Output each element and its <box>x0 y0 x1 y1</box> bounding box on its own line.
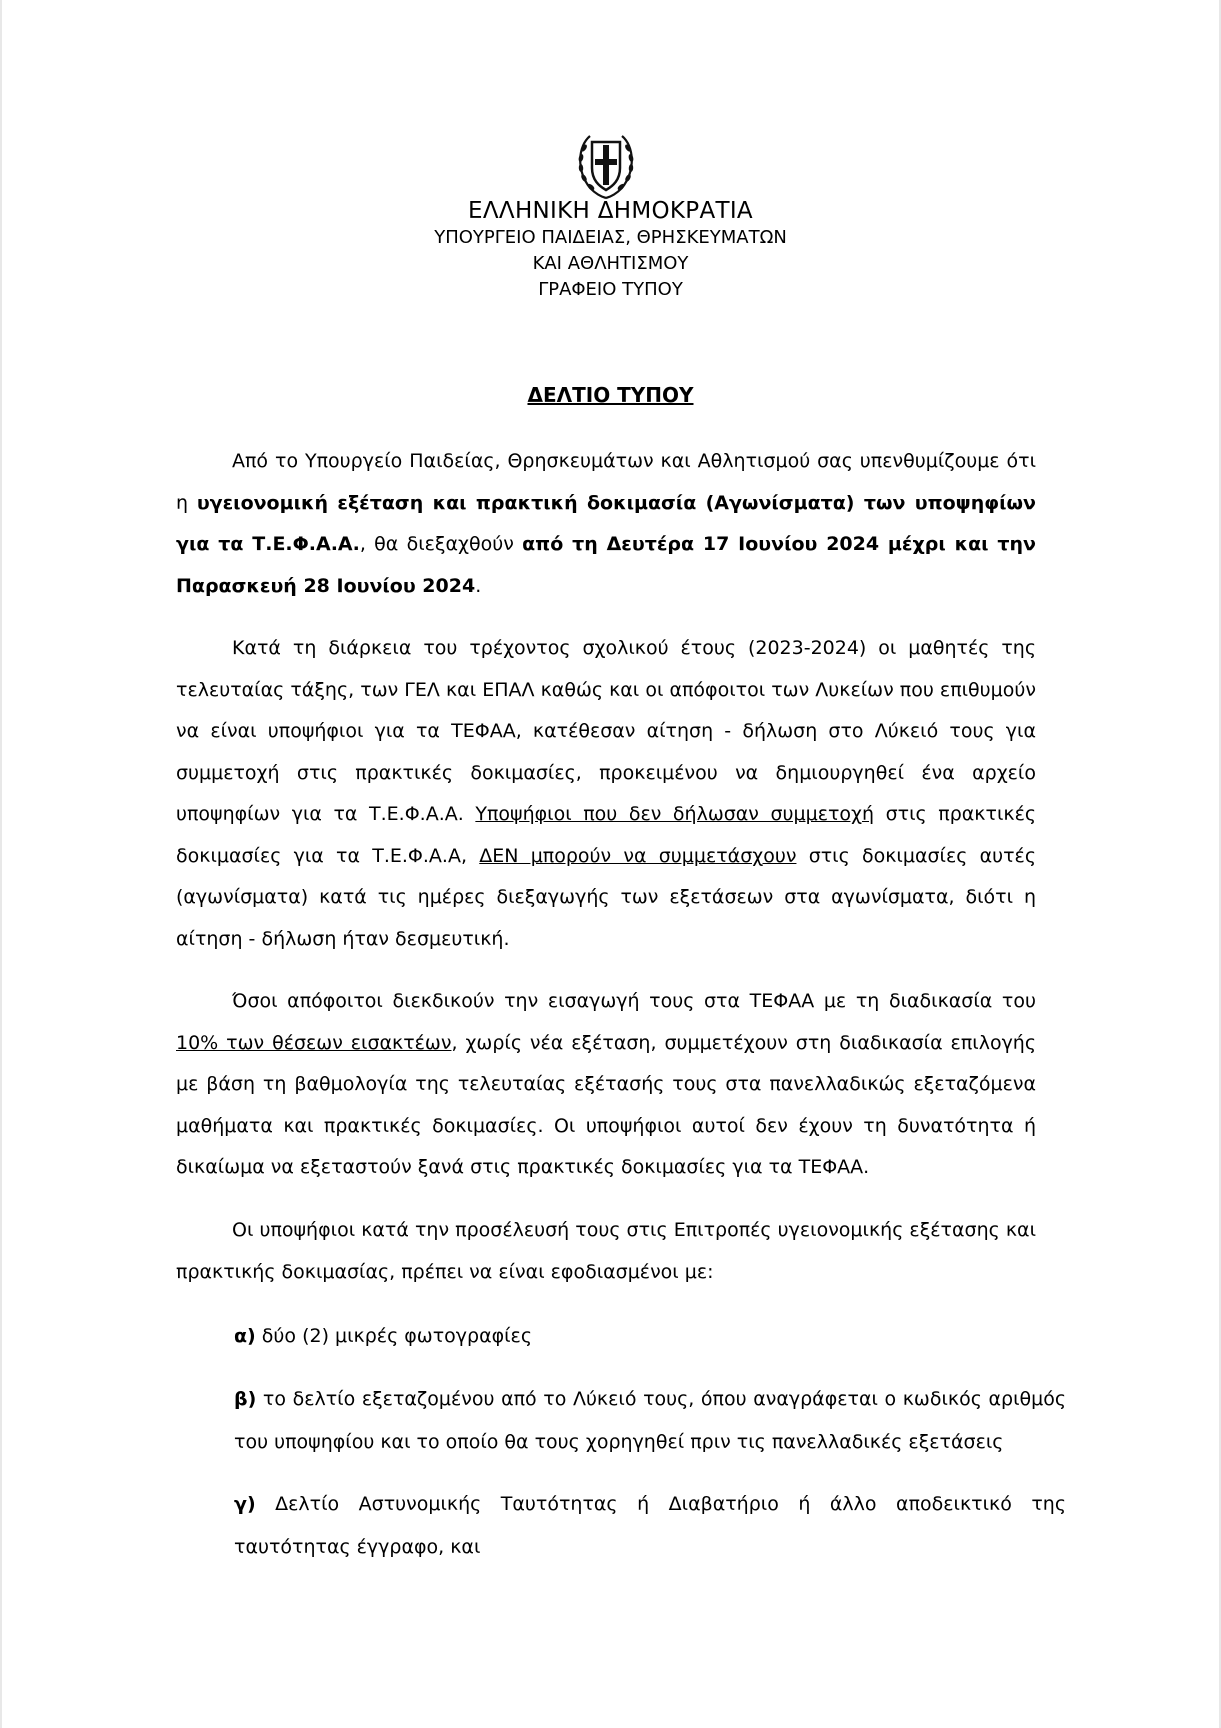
country-name: ΕΛΛΗΝΙΚΗ ΔΗΜΟΚΡΑΤΙΑ <box>468 198 753 224</box>
text-span: , θα διεξαχθούν <box>359 533 523 555</box>
paragraph-exam-dates <box>176 441 1036 607</box>
list-item-text: δύο (2) μικρές φωτογραφίες <box>255 1325 532 1347</box>
underlined-text: 10% των θέσεων εισακτέων <box>176 1031 452 1054</box>
underlined-text: ΔΕΝ μπορούν να συμμετάσχουν <box>479 844 797 867</box>
document-title: ΔΕΛΤΙΟ ΤΥΠΟΥ <box>527 383 694 407</box>
list-marker: β) <box>234 1388 257 1410</box>
list-item-text: το δελτίο εξεταζομένου από το Λύκειό τους, όπου αναγράφεται ο κωδικός αριθμός του υποψηφίου και το οποίο θα τους χορηγηθεί πριν τις πανελλαδικές εξετάσεις <box>234 1388 1066 1453</box>
text-span: Από το Υπουργείο Παιδείας, Θρησκευμάτων και Αθλητισμού σας υπενθυμίζουμε ότι η <box>176 450 1036 514</box>
list-item <box>234 1483 1066 1569</box>
list-marker: γ) <box>234 1493 256 1515</box>
text-span: , χωρίς νέα εξέταση, συμμετέχουν στη διαδικασία επιλογής με βάση τη βαθμολογία της τελευταίας εξέτασής τους στα πανελλαδικώς εξεταζόμενα μαθήματα και πρακτικές δοκιμασίες. Οι υποψήφιοι αυτοί δεν έχουν τη δυνατότητα ή δικαίωμα να εξεταστούν ξανά στις πρακτικές δοκιμασίες για τα ΤΕΦΑΑ. <box>176 1031 1036 1178</box>
press-office-name: ΓΡΑΦΕΙΟ ΤΥΠΟΥ <box>538 279 683 300</box>
ministry-name-line2: ΚΑΙ ΑΘΛΗΤΙΣΜΟΥ <box>532 253 689 274</box>
underlined-text: Υποψήφιοι που δεν δήλωσαν συμμετοχή <box>475 803 875 825</box>
greek-coat-of-arms-icon <box>572 128 640 200</box>
text-span: Όσοι απόφοιτοι διεκδικούν την εισαγωγή τους στα ΤΕΦΑΑ με τη διαδικασία του <box>232 990 1036 1012</box>
text-span: στις δοκιμασίες αυτές (αγωνίσματα) κατά τις ημέρες διεξαγωγής των εξετάσεων στα αγωνίσματα, διότι η αίτηση - δήλωση ήταν δεσμευτική. <box>176 844 1036 950</box>
paragraph-graduates-10-percent <box>176 981 1036 1189</box>
list-item <box>234 1315 1066 1358</box>
ministry-name-line1: ΥΠΟΥΡΓΕΙΟ ΠΑΙΔΕΙΑΣ, ΘΡΗΣΚΕΥΜΑΤΩΝ <box>434 227 787 248</box>
text-span: στις πρακτικές δοκιμασίες για τα Τ.Ε.Φ.Α.Α, <box>176 803 1036 867</box>
list-item-text: Δελτίο Αστυνομικής Ταυτότητας ή Διαβατήριο ή άλλο αποδεικτικό της ταυτότητας έγγραφο, και <box>234 1493 1066 1558</box>
text-span: . <box>475 574 482 597</box>
text-span: Κατά τη διάρκεια του τρέχοντος σχολικού έτους (2023-2024) οι μαθητές της τελευταίας τάξης, των ΓΕΛ και ΕΠΑΛ καθώς και οι απόφοιτοι των Λυκείων που επιθυμούν να είναι υποψήφιοι για τα ΤΕΦΑΑ, κατέθεσαν αίτηση - δήλωση στο Λύκειό τους για συμμετοχή στις πρακτικές δοκιμασίες, προκειμένου να δημιουργηθεί ένα αρχείο υποψηφίων για τα Τ.Ε.Φ.Α.Α. <box>176 637 1036 825</box>
paragraph-application <box>176 628 1036 960</box>
bold-date-range: από τη Δευτέρα 17 Ιουνίου 2024 μέχρι και την Παρασκευή 28 Ιουνίου 2024 <box>176 533 1036 597</box>
paragraph-requirements-intro: Οι υποψήφιοι κατά την προσέλευσή τους στις Επιτροπές υγειονομικής εξέτασης και πρακτικής δοκιμασίας, πρέπει να είναι εφοδιασμένοι με: <box>176 1219 1036 1283</box>
list-item <box>234 1378 1066 1464</box>
bold-text: υγειονομική εξέταση και πρακτική δοκιμασία (Αγωνίσματα) των υποψηφίων για τα Τ.Ε.Φ.Α.Α. <box>176 491 1036 555</box>
list-marker: α) <box>234 1325 256 1347</box>
